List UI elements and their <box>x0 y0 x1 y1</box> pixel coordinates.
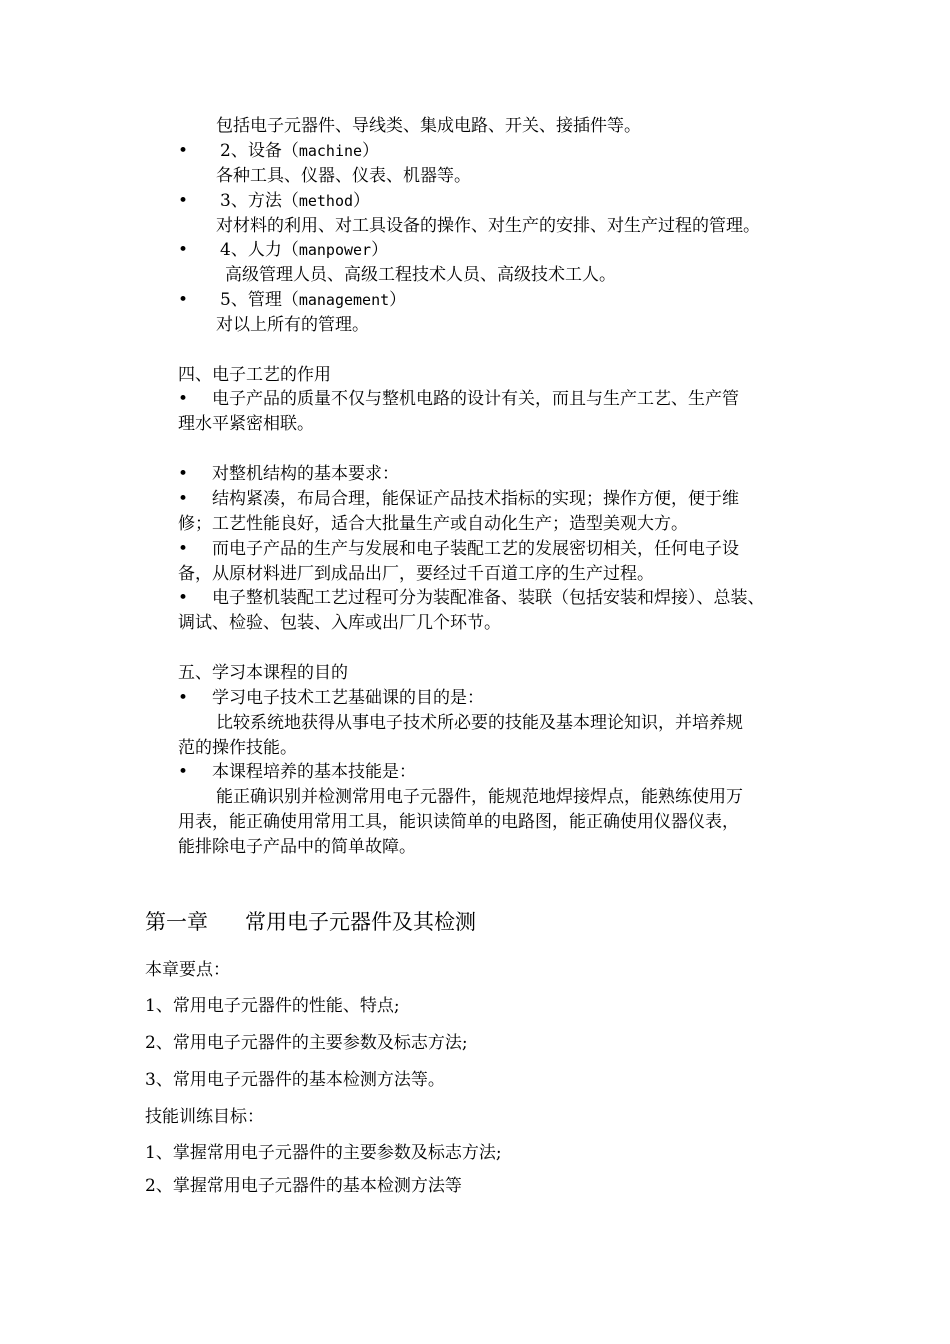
bullet-icon: • <box>178 588 189 608</box>
bullet-icon: • <box>178 539 189 559</box>
section4-p5-line1: 电子整机装配工艺过程可分为装配准备、装联（包括安装和焊接）、总装、 <box>212 588 765 608</box>
bullet-icon: • <box>178 464 189 484</box>
chapter-title: 常用电子元器件及其检测 <box>245 910 476 934</box>
section5-p1-desc-line2: 范的操作技能。 <box>178 738 297 758</box>
machine-close: ） <box>362 141 380 161</box>
method-english: method <box>298 192 354 210</box>
section5-p2-desc-line1: 能正确识别并检测常用电子元器件，能规范地焊接焊点，能熟练使用万 <box>216 787 743 807</box>
method-label: 3、方法（ <box>220 191 299 211</box>
machine-item <box>220 139 379 163</box>
manpower-item <box>220 238 388 262</box>
manpower-english: manpower <box>298 241 372 259</box>
section4-p5-line2: 调试、检验、包装、入库或出厂几个环节。 <box>178 613 501 633</box>
bullet-icon: • <box>178 191 189 211</box>
method-description: 对材料的利用、对工具设备的操作、对生产的安排、对生产过程的管理。 <box>216 216 760 236</box>
management-close: ） <box>389 290 407 310</box>
skills-heading: 技能训练目标： <box>145 1107 264 1127</box>
key-point-item: 3、常用电子元器件的基本检测方法等。 <box>145 1070 445 1090</box>
chapter-number: 第一章 <box>145 910 208 934</box>
section4-p4-line1: 而电子产品的生产与发展和电子装配工艺的发展密切相关，任何电子设 <box>212 539 739 559</box>
key-points-heading: 本章要点： <box>145 960 230 980</box>
manpower-description: 高级管理人员、高级工程技术人员、高级技术工人。 <box>225 265 616 285</box>
bullet-icon: • <box>178 290 189 310</box>
key-point-item: 2、常用电子元器件的主要参数及标志方法; <box>145 1033 468 1053</box>
management-english: management <box>298 291 390 309</box>
machine-description: 各种工具、仪器、仪表、机器等。 <box>216 166 471 186</box>
section4-heading: 四、电子工艺的作用 <box>178 365 331 385</box>
section4-p3-line1: 结构紧凑，布局合理，能保证产品技术指标的实现；操作方便，便于维 <box>212 489 739 509</box>
section4-p4-line2: 备，从原材料进厂到成品出厂，要经过千百道工序的生产过程。 <box>178 564 654 584</box>
section5-p1: 学习电子技术工艺基础课的目的是： <box>212 688 484 708</box>
management-item <box>220 288 406 312</box>
materials-description: 包括电子元器件、导线类、集成电路、开关、接插件等。 <box>216 116 641 136</box>
management-label: 5、管理（ <box>220 290 299 310</box>
section4-p1-line1: 电子产品的质量不仅与整机电路的设计有关，而且与生产工艺、生产管 <box>212 389 739 409</box>
section5-heading: 五、学习本课程的目的 <box>178 663 348 683</box>
manpower-close: ） <box>371 240 389 260</box>
bullet-icon: • <box>178 688 189 708</box>
bullet-icon: • <box>178 389 189 409</box>
skill-item: 1、掌握常用电子元器件的主要参数及标志方法; <box>145 1143 502 1163</box>
section4-p1-line2: 理水平紧密相联。 <box>178 414 314 434</box>
section4-p3-line2: 修；工艺性能良好，适合大批量生产或自动化生产；造型美观大方。 <box>178 514 688 534</box>
section5-p2-desc-line3: 能排除电子产品中的简单故障。 <box>178 837 416 857</box>
section5-p1-desc-line1: 比较系统地获得从事电子技术所必要的技能及基本理论知识，并培养规 <box>216 713 743 733</box>
machine-english: machine <box>298 142 363 160</box>
bullet-icon: • <box>178 141 189 161</box>
section4-p2: 对整机结构的基本要求： <box>212 464 399 484</box>
key-point-item: 1、常用电子元器件的性能、特点; <box>145 996 400 1016</box>
management-description: 对以上所有的管理。 <box>216 315 369 335</box>
manpower-label: 4、人力（ <box>220 240 299 260</box>
method-item <box>220 189 370 213</box>
section5-p2: 本课程培养的基本技能是： <box>212 762 416 782</box>
machine-label: 2、设备（ <box>220 141 299 161</box>
bullet-icon: • <box>178 489 189 509</box>
method-close: ） <box>353 191 371 211</box>
bullet-icon: • <box>178 762 189 782</box>
skill-item: 2、掌握常用电子元器件的基本检测方法等 <box>145 1176 462 1196</box>
section5-p2-desc-line2: 用表，能正确使用常用工具，能识读简单的电路图，能正确使用仪器仪表， <box>178 812 739 832</box>
bullet-icon: • <box>178 240 189 260</box>
